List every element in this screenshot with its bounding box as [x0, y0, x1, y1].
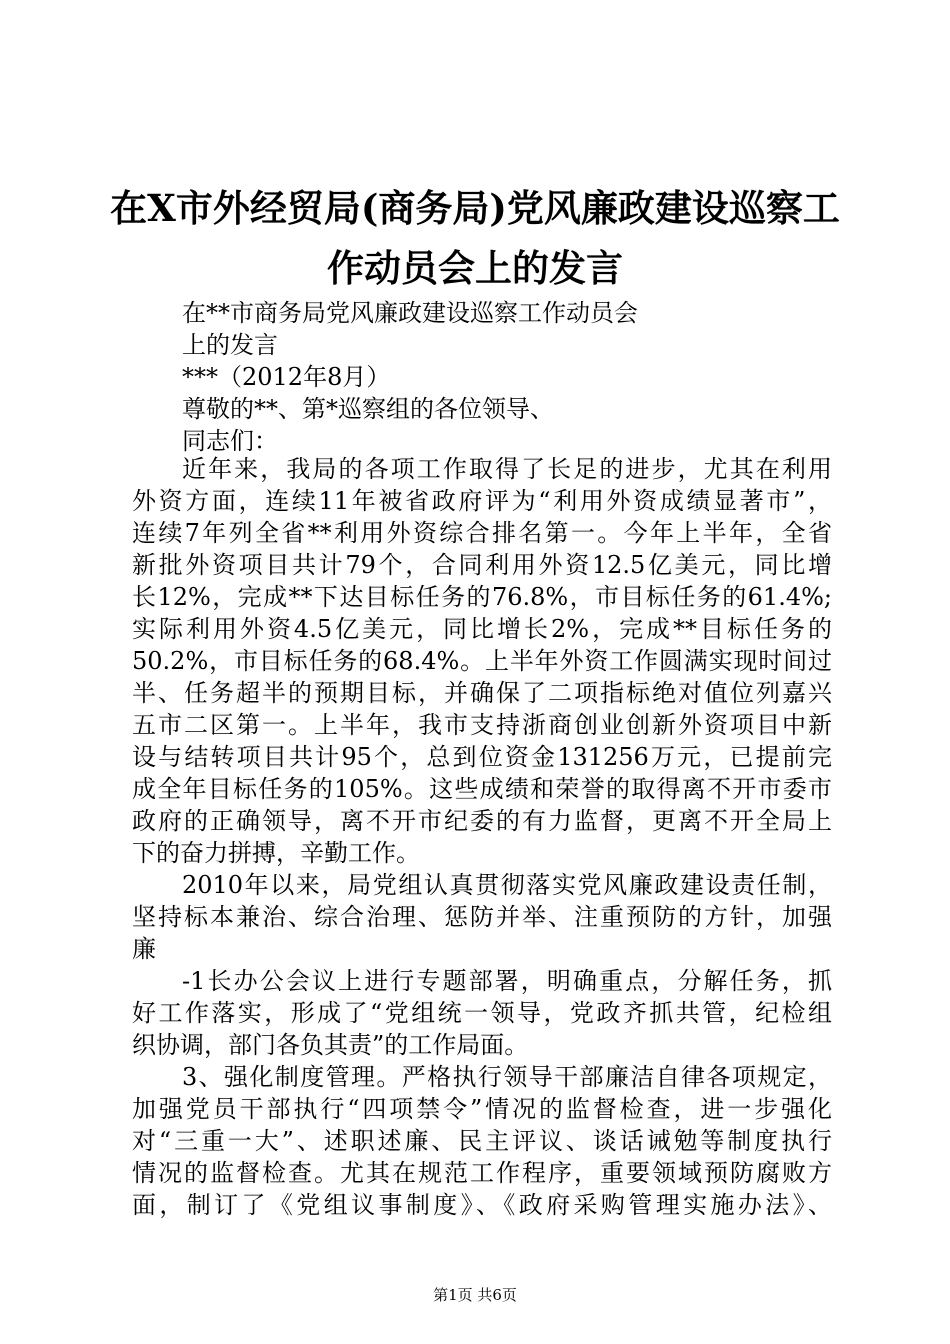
salutation-line-1: 尊敬的**、第*巡察组的各位领导、 [182, 395, 554, 423]
paragraph-1-line: 设与结转项目共计95个，总到位资金131256万元，已提前完 [132, 743, 832, 771]
paragraph-4-line: 3、强化制度管理。严格执行领导干部廉洁自律各项规定， [182, 1063, 832, 1091]
paragraph-1-line: 下的奋力拼搏，辛勤工作。 [132, 839, 420, 867]
author-date: ***（2012年8月） [182, 363, 391, 391]
paragraph-1-line: 长12%，完成**下达目标任务的76.8%，市目标任务的61.4%; [132, 583, 832, 611]
paragraph-1-line: 外资方面，连续11年被省政府评为“利用外资成绩显著市”， [132, 487, 832, 515]
subtitle-line-1: 在**市商务局党风廉政建设巡察工作动员会 [182, 299, 638, 327]
paragraph-4-line: 对“三重一大”、述职述廉、民主评议、谈话诫勉等制度执行 [132, 1127, 832, 1155]
paragraph-1-line: 50.2%，市目标任务的68.4%。上半年外资工作圆满实现时间过 [132, 647, 832, 675]
paragraph-4-line: 面，制订了《党组议事制度》、《政府采购管理实施办法》、 [132, 1191, 832, 1219]
paragraph-2-line: 坚持标本兼治、综合治理、惩防并举、注重预防的方针，加强 [132, 903, 832, 931]
paragraph-2-line: 廉 [132, 935, 156, 963]
paragraph-1-line: 连续7年列全省**利用外资综合排名第一。今年上半年，全省 [132, 519, 832, 547]
paragraph-3-line: 织协调，部门各负其责”的工作局面。 [132, 1031, 529, 1059]
paragraph-1-line: 成全年目标任务的105%。这些成绩和荣誉的取得离不开市委市 [132, 775, 832, 803]
paragraph-1-line: 五市二区第一。上半年，我市支持浙商创业创新外资项目中新 [132, 711, 832, 739]
document-title-line-2: 作动员会上的发言 [327, 246, 623, 290]
paragraph-4-line: 情况的监督检查。尤其在规范工作程序，重要领域预防腐败方 [132, 1159, 832, 1187]
paragraph-2-line: 2010年以来，局党组认真贯彻落实党风廉政建设责任制， [182, 871, 832, 899]
paragraph-1-line: 实际利用外资4.5亿美元，同比增长2%，完成**目标任务的 [132, 615, 832, 643]
document-title-line-1: 在X市外经贸局(商务局)党风廉政建设巡察工 [110, 186, 840, 230]
paragraph-1-line: 半、任务超半的预期目标，并确保了二项指标绝对值位列嘉兴 [132, 679, 832, 707]
paragraph-3-line: 好工作落实，形成了“党组统一领导，党政齐抓共管，纪检组 [132, 999, 832, 1027]
paragraph-1-line: 政府的正确领导，离不开市纪委的有力监督，更离不开全局上 [132, 807, 832, 835]
subtitle-line-2: 上的发言 [182, 331, 278, 359]
page-number-footer: 第1页 共6页 [433, 1286, 517, 1304]
paragraph-3-line: -1长办公会议上进行专题部署，明确重点，分解任务，抓 [182, 967, 832, 995]
paragraph-4-line: 加强党员干部执行“四项禁令”情况的监督检查，进一步强化 [132, 1095, 832, 1123]
salutation-line-2: 同志们： [182, 427, 278, 455]
paragraph-1-line: 近年来，我局的各项工作取得了长足的进步，尤其在利用 [182, 455, 832, 483]
paragraph-1-line: 新批外资项目共计79个，合同利用外资12.5亿美元，同比增 [132, 551, 832, 579]
